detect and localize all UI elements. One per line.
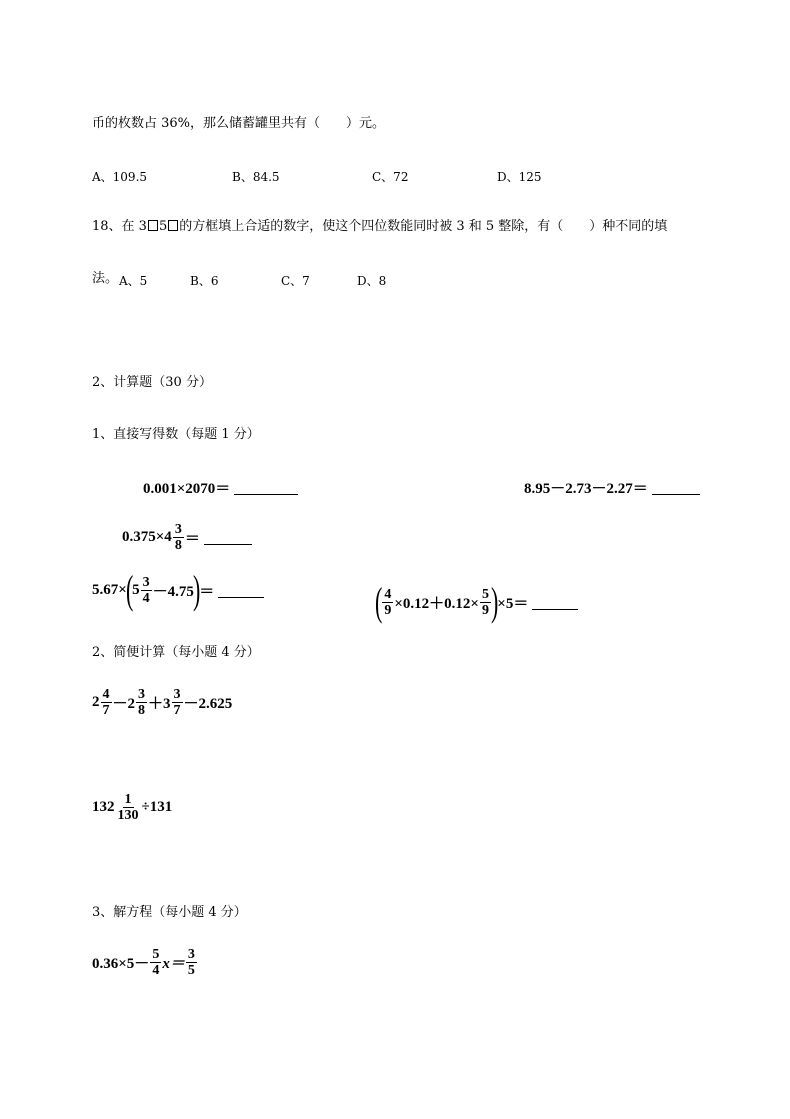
- expr-2-1-op1: －2: [112, 696, 136, 712]
- q17-option-d: D、125: [497, 170, 542, 184]
- expr-1-4: [92, 567, 264, 612]
- q18-text-pre: 18、在 3: [92, 219, 147, 234]
- q18-text-post: 的方框填上合适的数字，使这个四位数能同时被 3 和 5 整除，有（ ）种不同的填: [179, 219, 668, 234]
- expr-2-1-w1: 2: [92, 694, 100, 710]
- q17-option-a: A、109.5: [92, 170, 148, 184]
- expr-1-5-a: ×0.12＋0.12×: [394, 595, 479, 612]
- expr-2-2: [92, 792, 172, 823]
- denominator: 7: [173, 703, 181, 718]
- fraction: [186, 947, 197, 978]
- denominator: 8: [138, 703, 146, 718]
- fraction: [173, 522, 184, 553]
- numerator: 3: [173, 687, 181, 702]
- part2-title: 2、简便计算（每小题 4 分）: [92, 645, 260, 660]
- expr-3-1-x: x＝: [162, 956, 185, 972]
- right-paren: ): [192, 567, 201, 612]
- q17-option-b: B、84.5: [232, 170, 280, 184]
- numerator: 4: [102, 687, 110, 702]
- denominator: 5: [187, 963, 195, 978]
- q18-line2: [92, 271, 118, 287]
- expr-2-1: [92, 687, 232, 718]
- expr-1-4-whole: 5: [132, 581, 140, 598]
- expr-2-1-tail: －2.625: [183, 696, 233, 712]
- denominator: 4: [152, 963, 160, 978]
- expr-1-3-a: 0.375×4: [122, 529, 172, 545]
- expr-1-2: [524, 477, 700, 498]
- numerator: 3: [187, 947, 195, 962]
- denominator: 130: [117, 808, 139, 823]
- answer-blank: [652, 480, 700, 495]
- q18-option-d: D、8: [357, 274, 387, 288]
- expr-1-4-b: －4.75: [152, 583, 194, 600]
- expr-3-1: [92, 947, 198, 978]
- q18-line2-text: 法。: [92, 271, 119, 286]
- denominator: 9: [384, 602, 392, 618]
- numerator: 1: [124, 792, 132, 807]
- numerator: 5: [481, 586, 489, 602]
- expr-1-3: [122, 522, 252, 553]
- numerator: 3: [174, 522, 182, 537]
- fraction: [101, 687, 112, 718]
- left-paren: (: [374, 579, 383, 624]
- expr-3-1-a: 0.36×5－: [92, 956, 150, 972]
- expr-1-5-b: ×5＝: [497, 595, 529, 612]
- part3-title: 3、解方程（每小题 4 分）: [92, 905, 247, 920]
- digit-box: [168, 220, 178, 231]
- expr-1-2-text: 8.95－2.73－2.27＝: [524, 481, 648, 497]
- q18-option-b: B、6: [190, 274, 219, 288]
- q17-option-c: C、72: [372, 170, 409, 184]
- numerator: 5: [152, 947, 160, 962]
- expr-1-1-text: 0.001×2070＝: [143, 481, 231, 497]
- fraction: [150, 947, 161, 978]
- answer-blank: [532, 595, 578, 610]
- fraction: [172, 687, 183, 718]
- expr-1-4-a: 5.67×: [92, 581, 127, 598]
- numerator: 4: [384, 586, 392, 602]
- fraction: [480, 587, 491, 618]
- answer-blank: [218, 583, 264, 598]
- expr-2-2-tail: ÷131: [141, 799, 173, 815]
- digit-box: [148, 220, 158, 231]
- expr-2-1-op2: ＋3: [148, 696, 171, 712]
- q18-option-a: A、5: [119, 274, 148, 288]
- fraction: [116, 792, 141, 823]
- q18-text: [92, 219, 667, 235]
- answer-blank: [204, 530, 252, 545]
- numerator: 3: [142, 574, 150, 590]
- right-paren: ): [490, 579, 499, 624]
- expr-1-3-b: ＝: [184, 531, 200, 547]
- section2-title: 2、计算题（30 分）: [92, 375, 212, 390]
- q17-text: 币的枚数占 36%，那么储蓄罐里共有（ ）元。: [92, 116, 386, 131]
- expr-2-2-whole: 132: [92, 799, 115, 815]
- denominator: 9: [481, 602, 489, 618]
- fraction: [141, 575, 152, 606]
- expr-1-4-c: ＝: [199, 583, 215, 600]
- expr-1-5: [374, 579, 578, 624]
- left-paren: (: [125, 567, 134, 612]
- fraction: [136, 687, 147, 718]
- q18-option-c: C、7: [281, 274, 310, 288]
- denominator: 4: [142, 590, 150, 606]
- denominator: 7: [102, 703, 110, 718]
- fraction: [382, 587, 393, 618]
- answer-blank: [234, 480, 298, 495]
- numerator: 3: [138, 687, 146, 702]
- q18-text-mid: 5: [158, 219, 168, 234]
- denominator: 8: [174, 538, 182, 553]
- expr-1-1: [143, 477, 298, 498]
- part1-title: 1、直接写得数（每题 1 分）: [92, 427, 260, 442]
